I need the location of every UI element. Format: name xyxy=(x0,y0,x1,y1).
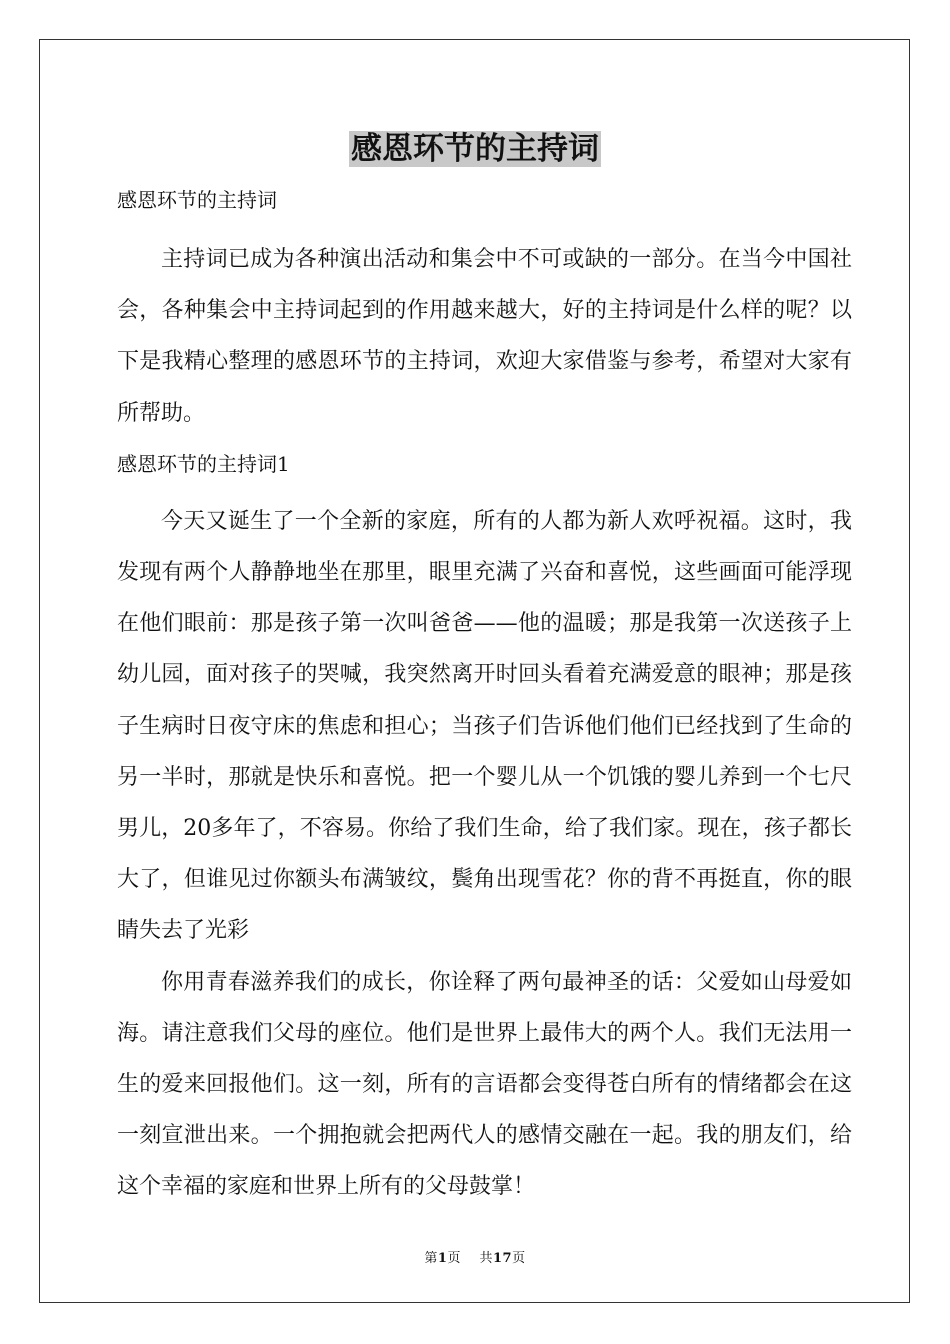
footer-total-suffix: 页 xyxy=(512,1251,526,1266)
page-footer xyxy=(0,1247,950,1266)
section-heading: 感恩环节的主持词1 xyxy=(117,451,290,476)
footer-page-suffix: 页 xyxy=(447,1251,461,1266)
section-paragraph-2: 你用青春滋养我们的成长，你诠释了两句最神圣的话：父爱如山母爱如海。请注意我们父母的座位。他们是世界上最伟大的两个人。我们无法用一生的爱来回报他们。这一刻，所有的言语都会变得苍白所有的情绪都会在这一刻宣泄出来。一个拥抱就会把两代人的感情交融在一起。我的朋友们，给这个幸福的家庭和世界上所有的父母鼓掌！ xyxy=(117,969,852,1200)
footer-current-page: 1 xyxy=(437,1251,448,1266)
intro-paragraph: 主持词已成为各种演出活动和集会中不可或缺的一部分。在当今中国社会，各种集会中主持词起到的作用越来越大，好的主持词是什么样的呢？以下是我精心整理的感恩环节的主持词，欢迎大家借鉴与参考，希望对大家有所帮助。 xyxy=(117,247,852,426)
footer-total-prefix: 共 xyxy=(479,1251,493,1266)
document-body xyxy=(117,178,852,1213)
document-title-text: 感恩环节的主持词 xyxy=(351,131,599,167)
footer-total-pages: 17 xyxy=(493,1251,513,1266)
subtitle: 感恩环节的主持词 xyxy=(117,188,277,212)
footer-prefix: 第 xyxy=(424,1251,438,1266)
section-paragraph-1: 今天又诞生了一个全新的家庭，所有的人都为新人欢呼祝福。这时，我发现有两个人静静地坐在那里，眼里充满了兴奋和喜悦，这些画面可能浮现在他们眼前：那是孩子第一次叫爸爸——他的温暖；那是我第一次送孩子上幼儿园，面对孩子的哭喊，我突然离开时回头看着充满爱意的眼神；那是孩子生病时日夜守床的焦虑和担心；当孩子们告诉他们他们已经找到了生命的另一半时，那就是快乐和喜悦。把一个婴儿从一个饥饿的婴儿养到一个七尺男儿，20多年了，不容易。你给了我们生命，给了我们家。现在，孩子都长大了，但谁见过你额头布满皱纹，鬓角出现雪花？你的背不再挺直，你的眼睛失去了光彩 xyxy=(117,508,852,944)
document-title xyxy=(0,127,950,171)
